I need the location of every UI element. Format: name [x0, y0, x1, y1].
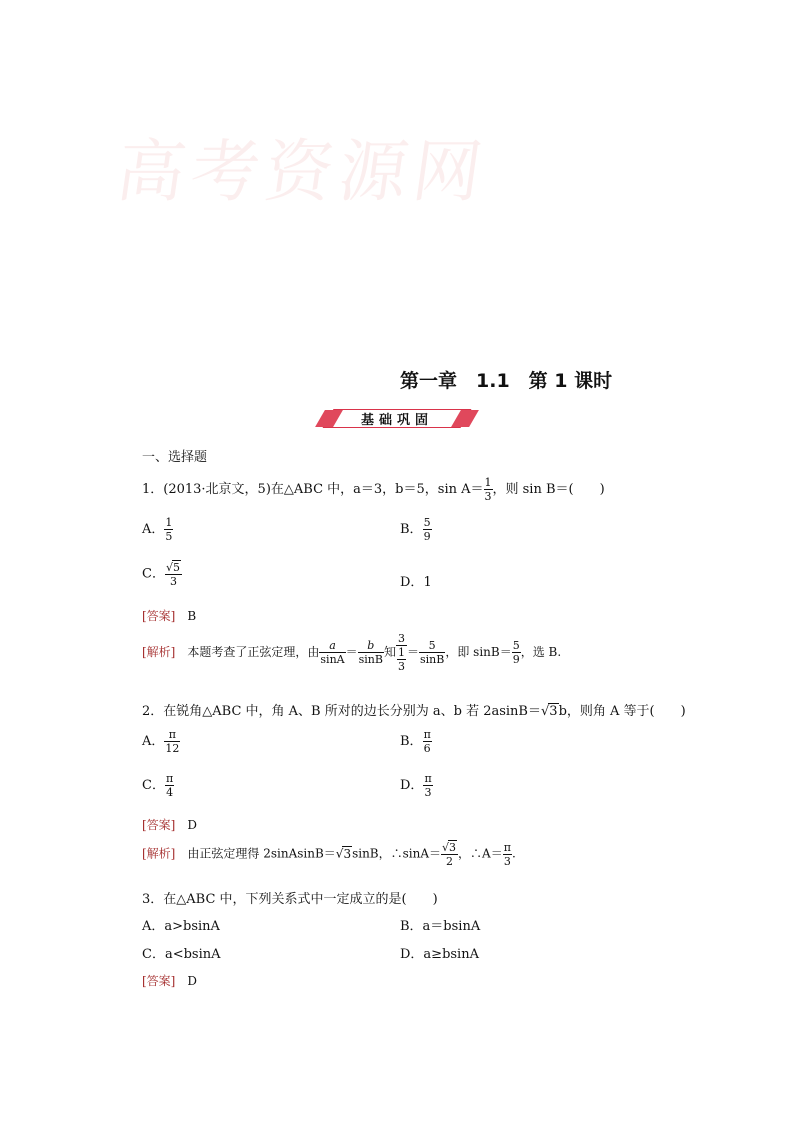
q3-answer: [答案] D: [142, 974, 198, 988]
section-banner: [328, 406, 466, 430]
question-1-stem: [142, 476, 605, 503]
q1-option-a: A． $\frac{1}{5}$: [142, 516, 173, 543]
banner-label: 基础巩固: [360, 413, 433, 428]
q1-stem-fraction: $\frac{1}{3}$: [484, 476, 492, 503]
page-title: 第一章 1.1 第 1 课时: [400, 370, 613, 392]
q2-option-a: A． $\frac{\pi}{12}$: [142, 728, 180, 755]
q1-option-c: C． $\frac{√5}{3}$: [142, 561, 180, 588]
q2-option-b: B． $\frac{\pi}{6}$: [400, 728, 431, 755]
watermark: 高考资源网: [111, 133, 493, 212]
q1-option-d: D．1: [400, 575, 432, 590]
q1-answer: [答案] B: [142, 609, 197, 623]
q1-option-b: B． $\frac{5}{9}$: [400, 516, 431, 543]
q3-option-d: D．a≥bsinA: [400, 947, 479, 962]
q1-stem-text: 1．(2013·北京文，5)在△ABC 中，a＝3，b＝5，sin A＝: [142, 482, 484, 497]
q3-option-c: C．a<bsinA: [142, 947, 221, 962]
section-heading: 一、选择题: [142, 450, 208, 465]
q2-answer: [答案] D: [142, 818, 198, 832]
q2-option-c: C． $\frac{\pi}{4}$: [142, 772, 174, 799]
q3-option-a: A．a>bsinA: [142, 919, 220, 934]
question-3-stem: 3．在△ABC 中，下列关系式中一定成立的是( ): [142, 892, 438, 907]
q1-stem-end: ，则 sin B＝( ): [492, 482, 605, 497]
q2-analysis: [解析] 由正弦定理得 2sinAsinB＝√3sinB，∴sinA＝ $\frac{√3}{2}$ ，∴A＝ $\frac{\pi}{3}$ .: [142, 840, 516, 868]
q2-option-d: D． $\frac{\pi}{3}$: [400, 772, 432, 799]
question-2-stem: 2．在锐角△ABC 中，角 A、B 所对的边长分别为 a、b 若 2asinB＝√3b，则角 A 等于( ): [142, 704, 686, 719]
q3-option-b: B．a＝bsinA: [400, 919, 481, 934]
q1-analysis: [解析] 本题考查了正弦定理，由 $\frac{a}{\sin A}$ ＝ $\frac{b}{\sin B}$ 知 $\frac{3}{\frac{1}{3}}$ ＝ $\frac{5}{\sin B}$ ，即 sinB＝ $\frac{5}{9}$ ，选 B.: [142, 632, 562, 673]
